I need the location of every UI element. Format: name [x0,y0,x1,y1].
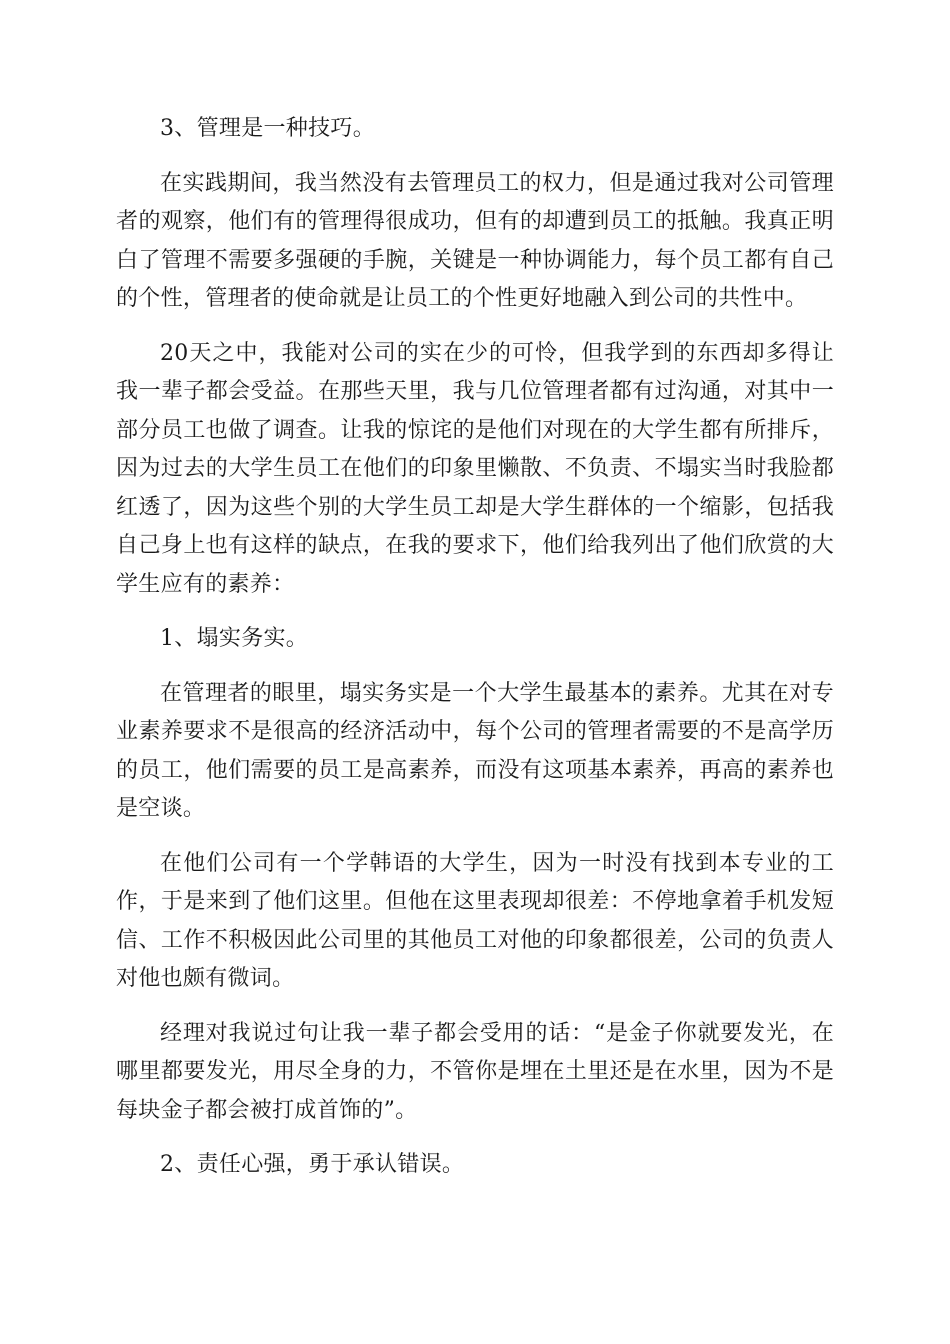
section-heading-management-skill: 3、管理是一种技巧。 [160,116,375,141]
paragraph-manager-quote: 经理对我说过句让我一辈子都会受用的话：“是金子你就要发光，在哪里都要发光，用尽全身的力，不管你是埋在土里还是在水里，因为不是每块金子都会被打成首饰的”。 [116,1020,834,1123]
section-heading-responsibility: 2、责任心强，勇于承认错误。 [160,1152,465,1177]
document-body [116,110,834,1201]
paragraph-twenty-days: 20天之中，我能对公司的实在少的可怜，但我学到的东西却多得让我一辈子都会受益。在那些天里，我与几位管理者都有过沟通，对其中一部分员工也做了调查。让我的惊诧的是他们对现在的大学生都有所排斥，因为过去的大学生员工在他们的印象里懒散、不负责、不塌实当时我脸都红透了，因为这些个别的大学生员工却是大学生群体的一个缩影，包括我自己身上也有这样的缺点，在我的要求下，他们给我列出了他们欣赏的大学生应有的素养： [116,340,834,597]
paragraph-korean-student: 在他们公司有一个学韩语的大学生，因为一时没有找到本专业的工作，于是来到了他们这里。但他在这里表现却很差：不停地拿着手机发短信、工作不积极因此公司里的其他员工对他的印象都很差，公司的负责人对他也颇有微词。 [116,850,834,991]
paragraph-management-observation: 在实践期间，我当然没有去管理员工的权力，但是通过我对公司管理者的观察，他们有的管理得很成功，但有的却遭到员工的抵触。我真正明白了管理不需要多强硬的手腕，关键是一种协调能力，每个员工都有自己的个性，管理者的使命就是让员工的个性更好地融入到公司的共性中。 [116,170,834,311]
paragraph-practical-quality: 在管理者的眼里，塌实务实是一个大学生最基本的素养。尤其在对专业素养要求不是很高的经济活动中，每个公司的管理者需要的不是高学历的员工，他们需要的员工是高素养，而没有这项基本素养，再高的素养也是空谈。 [116,680,834,821]
section-heading-practical: 1、塌实务实。 [160,626,309,651]
